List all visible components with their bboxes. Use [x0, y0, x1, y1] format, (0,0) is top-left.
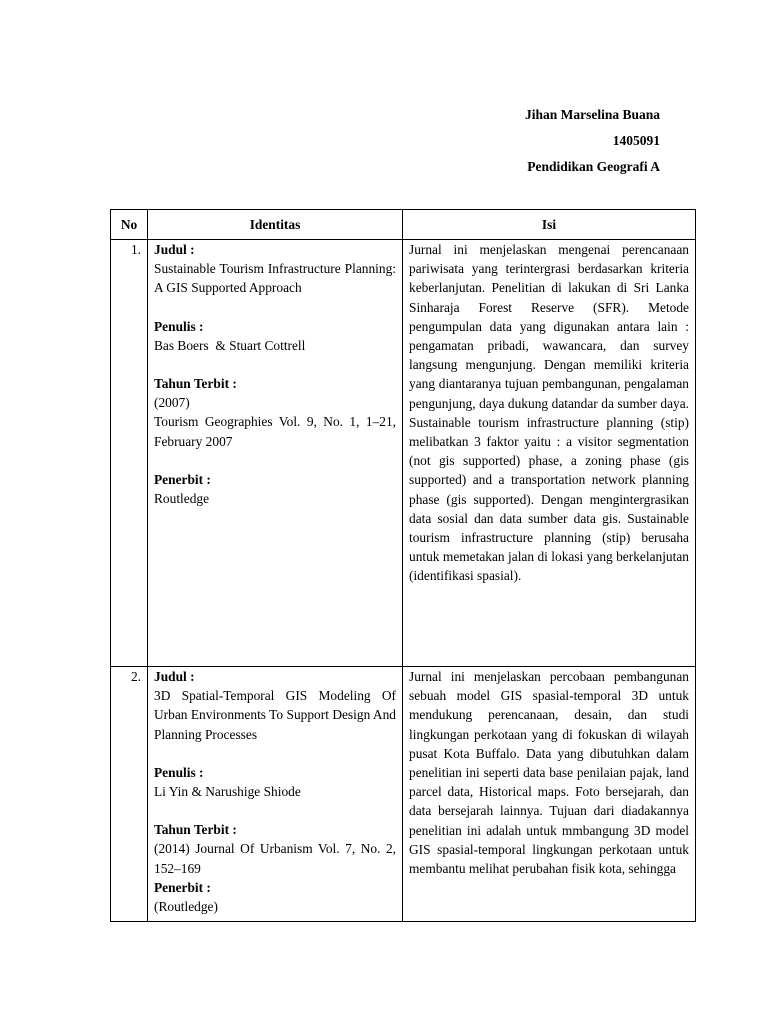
- penulis-value: Bas Boers & Stuart Cottrell: [154, 337, 306, 353]
- tahun-label: Tahun Terbit :: [154, 376, 237, 392]
- review-table: [110, 209, 696, 922]
- author-name: Jihan Marselina Buana: [524, 107, 660, 122]
- penerbit-value: Routledge: [154, 491, 210, 507]
- judul-value: Sustainable Tourism Infrastructure Planning: A GIS Supported Approach: [154, 261, 396, 296]
- class-name: Pendidikan Geografi A: [527, 159, 660, 174]
- tahun-value: (2007): [154, 395, 190, 411]
- judul-label: Judul :: [154, 669, 195, 684]
- isi-cell: [403, 667, 696, 922]
- row-number: 2.: [111, 667, 148, 922]
- tahun-value: (2014) Journal Of Urbanism Vol. 7, No. 2, 152–169: [154, 841, 396, 876]
- isi-cell: [403, 240, 696, 667]
- judul-value: 3D Spatial-Temporal GIS Modeling Of Urban Environments To Support Design And Planning Processes: [154, 688, 396, 742]
- table-row: [111, 667, 696, 922]
- isi-text: Jurnal ini menjelaskan mengenai perencanaan pariwisata yang terintergrasi berdasarkan kriteria keberlanjutan. Penelitian di lakukan di Sri Lanka Sinharaja Forest Reserve (SFR). Metode pengumpulan data yang digunakan antara lain : pengamatan pribadi, wawancara, dan survey langsung mengunjung. Dengan memiliki kriteria yang diantaranya tujuan pembangunan, pengalaman pengunjung, daya dukung datandar da sumber daya. Sustainable tourism infrastructure planning (stip) melibatkan 3 faktor yaitu : a visitor segmentation (not gis supported) phase, a zoning phase (gis supported) and a transportation network planning phase (gis supported). Dengan mengintergrasikan data sosial dan data sumber data gis. Sustainable tourism infrastructure planning (stip) berusaha untuk memetakan jalan di lokasi yang berkelanjutan (identifikasi spasial).: [409, 242, 689, 584]
- student-id: 1405091: [612, 133, 660, 148]
- tahun-label: Tahun Terbit :: [154, 822, 237, 838]
- author-header: [525, 102, 660, 180]
- penulis-label: Penulis :: [154, 764, 204, 780]
- judul-label: Judul :: [154, 242, 195, 257]
- table-header-row: [111, 210, 696, 240]
- penulis-label: Penulis :: [154, 318, 204, 334]
- header-no: No: [111, 210, 148, 240]
- jurnal-value: Tourism Geographies Vol. 9, No. 1, 1–21, February 2007: [154, 414, 396, 449]
- penulis-value: Li Yin & Narushige Shiode: [154, 784, 301, 800]
- identitas-cell: [148, 667, 403, 922]
- isi-text: Jurnal ini menjelaskan percobaan pembangunan sebuah model GIS spasial-temporal 3D untuk mendukung perencanaan, desain, dan studi lingkungan perkotaan yang di fokuskan di wilayah pusat Kota Buffalo. Data yang dibutuhkan dalam penelitian ini seperti data base penilaian pajak, land parcel data, Historical maps. Foto bersejarah, dan data bersejarah lainnya. Tujuan dari diadakannya penelitian ini adalah untuk mmbangung 3D model GIS spasial-temporal lingkungan perkotaan untuk membantu melihat perubahan fisik kota, sehingga: [409, 669, 689, 877]
- penerbit-label: Penerbit :: [154, 471, 211, 487]
- header-identitas: Identitas: [148, 210, 403, 240]
- identitas-cell: [148, 240, 403, 667]
- header-isi: Isi: [403, 210, 696, 240]
- penerbit-value: (Routledge): [154, 899, 218, 915]
- table-row: [111, 240, 696, 667]
- penerbit-label: Penerbit :: [154, 879, 211, 895]
- row-number: 1.: [111, 240, 148, 667]
